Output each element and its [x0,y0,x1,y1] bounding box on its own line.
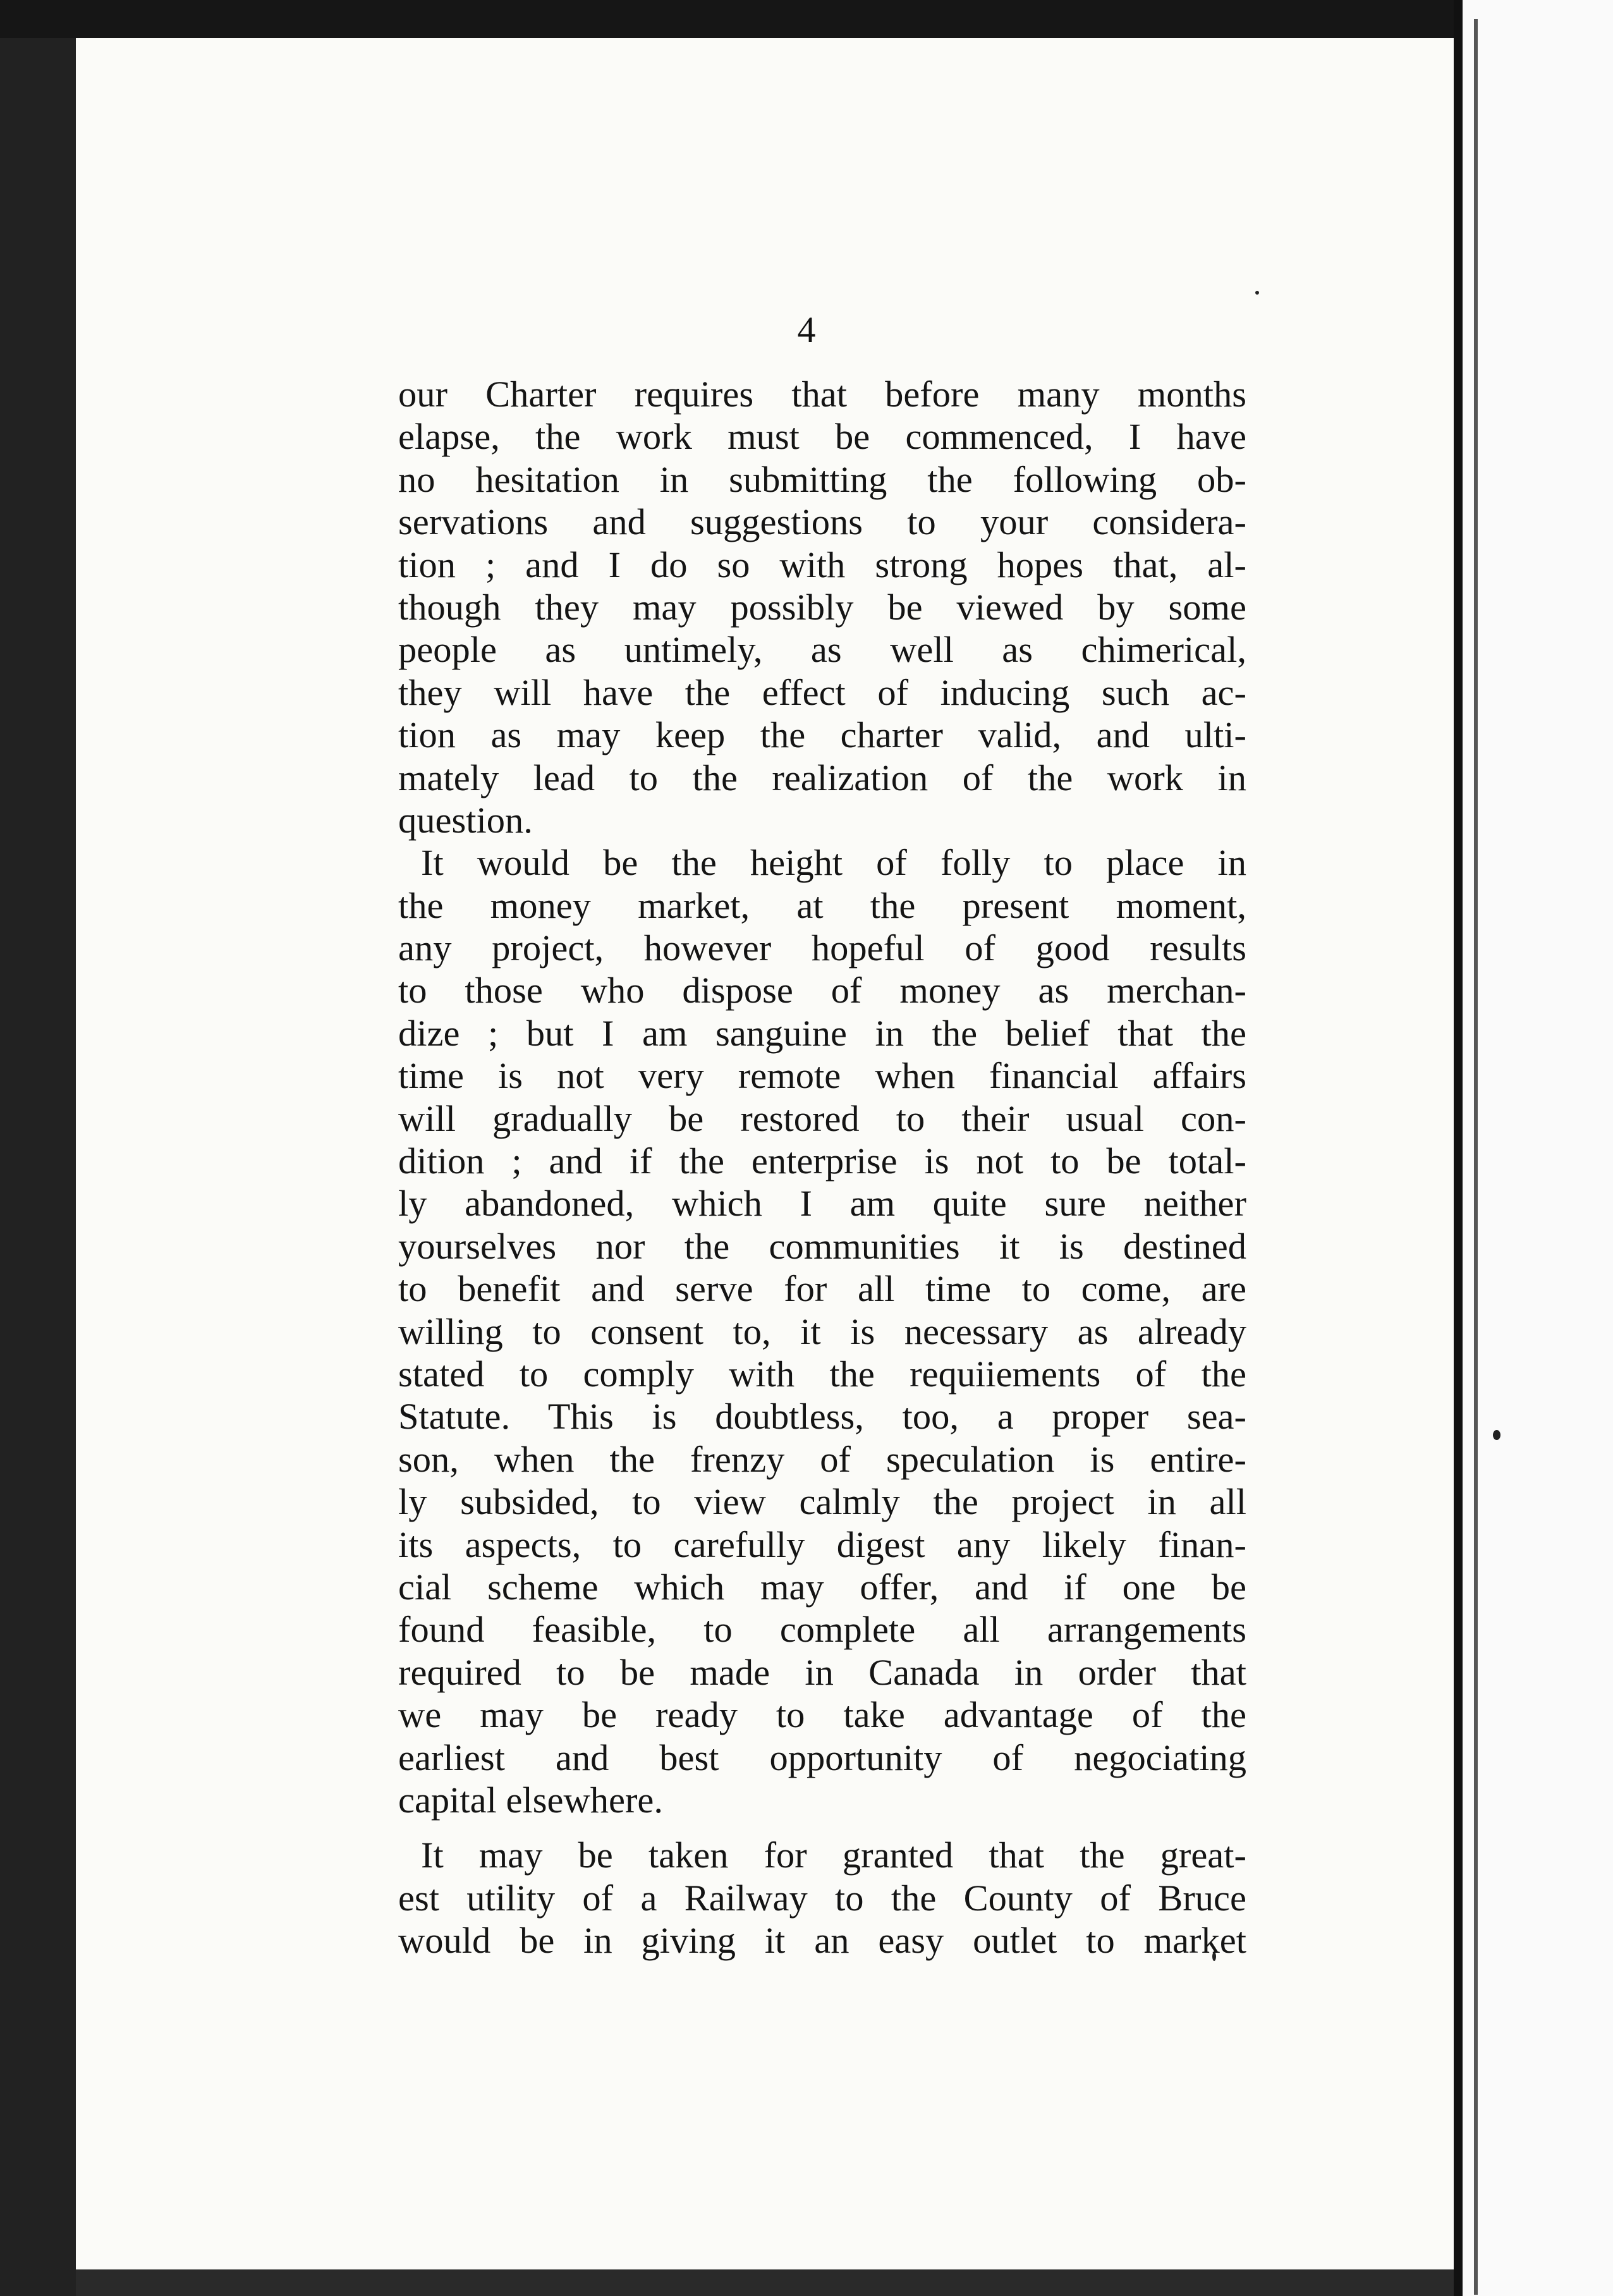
text-line: mately lead to the realization of the work in [398,757,1246,798]
body-text [398,373,1246,1962]
text-line: our Charter requires that before many months [398,374,1246,415]
text-line: tion ; and I do so with strong hopes that, al- [398,544,1246,585]
text-line: ly subsided, to view calmly the project in all [398,1481,1246,1523]
page-gutter-shadow [1474,19,1478,2295]
text-line: It would be the height of folly to place in [421,842,1246,884]
ink-speck [1255,291,1259,295]
text-line: will gradually be restored to their usual con- [398,1097,1246,1139]
text-line: we may be ready to take advantage of the [398,1694,1246,1736]
text-line: required to be made in Canada in order that [398,1651,1246,1693]
text-line: est utility of a Railway to the County of Bruce [398,1877,1246,1919]
text-line: the money market, at the present moment, [398,884,1246,926]
text-line: elapse, the work must be commenced, I have [398,416,1246,458]
text-line: no hesitation in submitting the following ob- [398,458,1246,500]
text-line: Statute. This is doubtless, too, a proper sea- [398,1396,1246,1438]
scan-top-edge [0,0,1613,38]
text-line: people as untimely, as well as chimerical, [398,629,1246,671]
text-line: though they may possibly be viewed by some [398,586,1246,628]
text-line: question. [398,799,533,841]
text-line: its aspects, to carefully digest any likely finan- [398,1524,1246,1565]
paragraph [398,373,1246,841]
page-number: 4 [797,309,816,350]
paragraph-spacer [398,1821,1246,1834]
text-line: It may be taken for granted that the great- [421,1835,1246,1876]
text-line: dition ; and if the enterprise is not to be total- [398,1140,1246,1182]
text-line: son, when the frenzy of speculation is entire- [398,1438,1246,1480]
text-line: servations and suggestions to your considera- [398,501,1246,543]
text-line: cial scheme which may offer, and if one be [398,1566,1246,1608]
text-line: capital elsewhere. [398,1779,664,1821]
text-line: stated to comply with the requiiements of the [398,1353,1246,1395]
text-line: ly abandoned, which I am quite sure neither [398,1183,1246,1224]
scan-bottom-edge [76,2269,1454,2296]
text-line: to those who dispose of money as merchan- [398,970,1246,1011]
text-line: yourselves nor the communities it is destined [398,1225,1246,1267]
text-line: would be in giving it an easy outlet to market [398,1920,1246,1962]
text-line: any project, however hopeful of good results [398,927,1246,969]
text-line: to benefit and serve for all time to come, are [398,1268,1246,1310]
text-line: dize ; but I am sanguine in the belief that the [398,1012,1246,1054]
text-line: they will have the effect of inducing such ac- [398,671,1246,713]
ink-speck [1493,1430,1500,1440]
text-line: earliest and best opportunity of negociating [398,1737,1246,1778]
text-line: time is not very remote when financial affairs [398,1055,1246,1097]
paragraph [398,1834,1246,1962]
text-line: found feasible, to complete all arrangements [398,1609,1246,1651]
paragraph [398,841,1246,1821]
text-line: tion as may keep the charter valid, and ulti- [398,714,1246,756]
text-line: willing to consent to, it is necessary as already [398,1310,1246,1352]
